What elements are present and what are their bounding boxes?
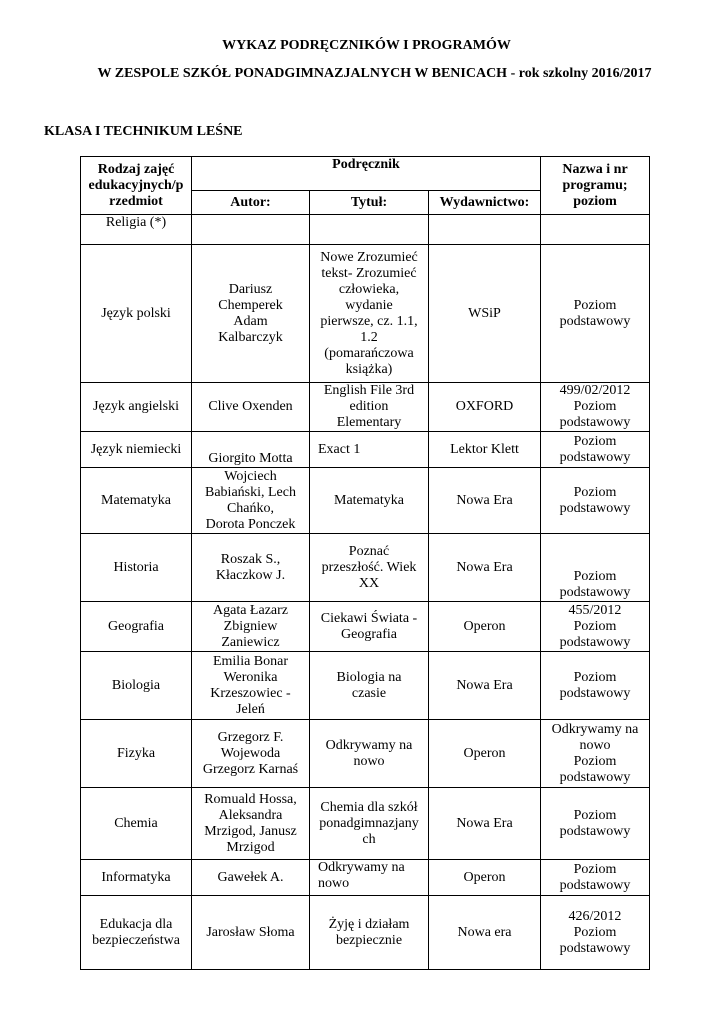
cell-publisher: Nowa Era xyxy=(429,468,541,534)
cell-subject: Biologia xyxy=(81,652,192,720)
cell-publisher: OXFORD xyxy=(429,383,541,432)
table-row xyxy=(81,534,650,602)
cell-title: Matematyka xyxy=(310,468,429,534)
cell-title: Chemia dla szkół ponadgimnazjany ch xyxy=(310,788,429,860)
table-row xyxy=(81,720,650,788)
cell-title: Odkrywamy na nowo xyxy=(310,860,429,896)
cell-author: Emilia Bonar Weronika Krzeszowiec - Jeleń xyxy=(192,652,310,720)
header-subject: Rodzaj zajęć edukacyjnych/p rzedmiot xyxy=(81,157,192,215)
cell-title: Nowe Zrozumieć tekst- Zrozumieć człowieka, wydanie pierwsze, cz. 1.1, 1.2 (pomarańczowa książka) xyxy=(310,245,429,383)
cell-title: Ciekawi Świata - Geografia xyxy=(310,602,429,652)
cell-author: Gawełek A. xyxy=(192,860,310,896)
cell-subject: Informatyka xyxy=(81,860,192,896)
cell-publisher: WSiP xyxy=(429,245,541,383)
table-row xyxy=(81,468,650,534)
header-textbook: Podręcznik xyxy=(192,157,541,191)
cell-subject: Religia (*) xyxy=(81,215,192,245)
cell-subject: Matematyka xyxy=(81,468,192,534)
cell-author: Agata Łazarz Zbigniew Zaniewicz xyxy=(192,602,310,652)
cell-subject: Fizyka xyxy=(81,720,192,788)
cell-subject: Chemia xyxy=(81,788,192,860)
cell-subject: Edukacja dla bezpieczeństwa xyxy=(81,896,192,970)
cell-title: Żyję i działam bezpiecznie xyxy=(310,896,429,970)
cell-author: Dariusz Chemperek Adam Kalbarczyk xyxy=(192,245,310,383)
document-title: WYKAZ PODRĘCZNIKÓW I PROGRAMÓW xyxy=(222,38,511,53)
cell-subject: Język polski xyxy=(81,245,192,383)
table-row xyxy=(81,432,650,468)
table-row xyxy=(81,245,650,383)
header-program: Nazwa i nr programu; poziom xyxy=(541,157,650,215)
table-row xyxy=(81,652,650,720)
cell-publisher xyxy=(429,215,541,245)
document-subtitle: W ZESPOLE SZKÓŁ PONADGIMNAZJALNYCH W BENICACH - rok szkolny 2016/2017 xyxy=(97,66,652,81)
cell-program xyxy=(541,215,650,245)
header-title: Tytuł: xyxy=(310,191,429,215)
table-row xyxy=(81,215,650,245)
cell-program: Poziom podstawowy xyxy=(541,534,650,602)
cell-title: Odkrywamy na nowo xyxy=(310,720,429,788)
cell-program: Poziom podstawowy xyxy=(541,468,650,534)
cell-title: Biologia na czasie xyxy=(310,652,429,720)
table-row xyxy=(81,788,650,860)
header-author: Autor: xyxy=(192,191,310,215)
cell-publisher: Operon xyxy=(429,602,541,652)
cell-title: English File 3rd edition Elementary xyxy=(310,383,429,432)
cell-program: Poziom podstawowy xyxy=(541,652,650,720)
cell-publisher: Operon xyxy=(429,720,541,788)
cell-publisher: Nowa era xyxy=(429,896,541,970)
table-row xyxy=(81,860,650,896)
table-row xyxy=(81,383,650,432)
cell-publisher: Nowa Era xyxy=(429,652,541,720)
cell-author: Wojciech Babiański, Lech Chańko, Dorota Ponczek xyxy=(192,468,310,534)
cell-author: Romuald Hossa, Aleksandra Mrzigod, Janusz Mrzigod xyxy=(192,788,310,860)
cell-program: Odkrywamy na nowo Poziom podstawowy xyxy=(541,720,650,788)
cell-program: Poziom podstawowy xyxy=(541,432,650,468)
cell-author: Grzegorz F. Wojewoda Grzegorz Karnaś xyxy=(192,720,310,788)
cell-program: Poziom podstawowy xyxy=(541,788,650,860)
section-heading: KLASA I TECHNIKUM LEŚNE xyxy=(44,124,243,139)
cell-program: 455/2012 Poziom podstawowy xyxy=(541,602,650,652)
table-row xyxy=(81,896,650,970)
cell-author: Giorgito Motta xyxy=(192,432,310,468)
cell-title xyxy=(310,215,429,245)
cell-publisher: Nowa Era xyxy=(429,788,541,860)
cell-program: Poziom podstawowy xyxy=(541,245,650,383)
cell-publisher: Nowa Era xyxy=(429,534,541,602)
header-publisher: Wydawnictwo: xyxy=(429,191,541,215)
cell-author: Jarosław Słoma xyxy=(192,896,310,970)
cell-subject: Język niemiecki xyxy=(81,432,192,468)
cell-subject: Historia xyxy=(81,534,192,602)
cell-author: Roszak S., Kłaczkow J. xyxy=(192,534,310,602)
table-row xyxy=(81,602,650,652)
cell-subject: Język angielski xyxy=(81,383,192,432)
cell-title: Poznać przeszłość. Wiek XX xyxy=(310,534,429,602)
cell-author xyxy=(192,215,310,245)
cell-program: 426/2012 Poziom podstawowy xyxy=(541,896,650,970)
cell-publisher: Operon xyxy=(429,860,541,896)
textbook-table xyxy=(80,156,650,970)
cell-title: Exact 1 xyxy=(310,432,429,468)
cell-program: Poziom podstawowy xyxy=(541,860,650,896)
cell-subject: Geografia xyxy=(81,602,192,652)
cell-program: 499/02/2012 Poziom podstawowy xyxy=(541,383,650,432)
cell-publisher: Lektor Klett xyxy=(429,432,541,468)
cell-author: Clive Oxenden xyxy=(192,383,310,432)
